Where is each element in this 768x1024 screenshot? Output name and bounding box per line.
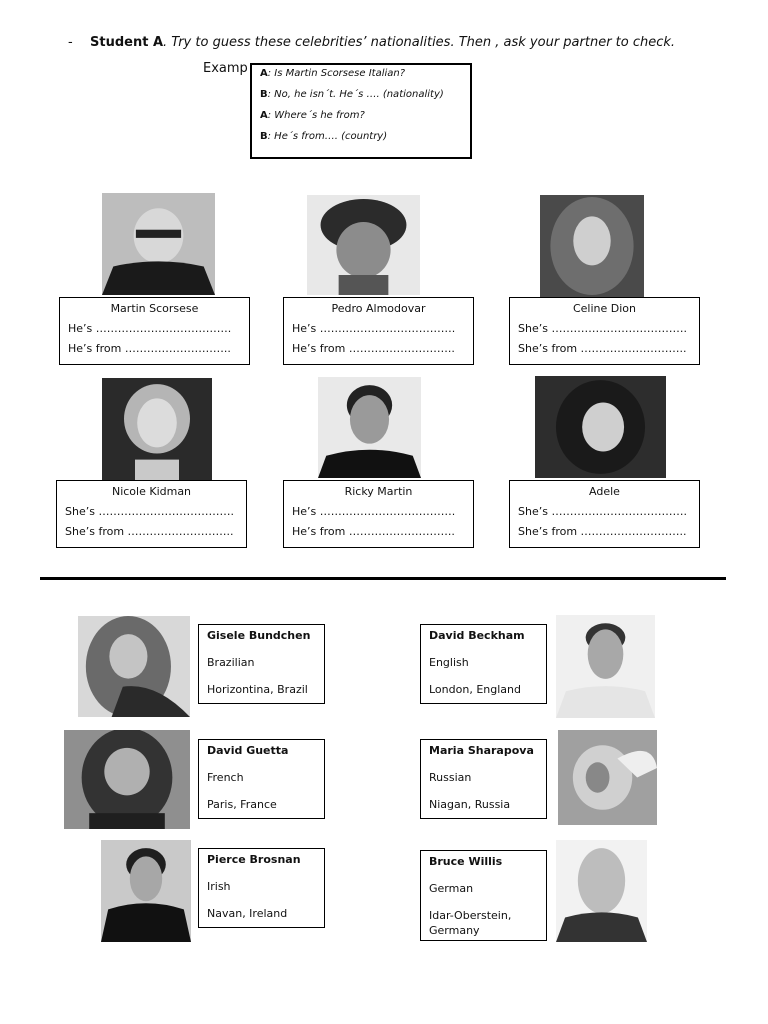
section-divider	[40, 577, 726, 580]
celebrity-name: Martin Scorsese	[110, 302, 199, 315]
celebrity-name: Nicole Kidman	[111, 485, 192, 498]
celebrity-name: Adele	[589, 485, 620, 498]
nationality-blank: She’s ……………………………….	[518, 322, 687, 335]
guess-card	[509, 297, 700, 365]
answer-card	[198, 624, 325, 704]
student-label: Student A	[90, 35, 164, 50]
origin: Navan, Ireland	[207, 907, 288, 920]
celebrity-name: Gisele Bundchen	[207, 629, 311, 642]
celebrity-name: Ricky Martin	[344, 485, 413, 498]
nationality-blank: She’s ……………………………….	[65, 505, 234, 518]
photo-david-guetta	[64, 730, 190, 829]
celebrity-name: Bruce Willis	[429, 855, 503, 868]
nationality: English	[429, 656, 469, 669]
nationality: Brazilian	[207, 656, 255, 669]
nationality-blank: He’s ……………………………….	[292, 505, 456, 518]
answer-card	[198, 848, 325, 928]
origin: London, England	[429, 683, 521, 696]
instruction-line	[68, 35, 675, 50]
photo-adele	[535, 376, 666, 478]
nationality-blank: He’s ……………………………….	[292, 322, 456, 335]
celebrity-name: David Guetta	[207, 744, 289, 757]
answer-card	[420, 850, 547, 941]
origin: Niagan, Russia	[429, 798, 511, 811]
nationality: Russian	[429, 771, 472, 784]
nationality: French	[207, 771, 244, 784]
celebrity-name: David Beckham	[429, 629, 525, 642]
example-dialog-box	[250, 63, 472, 159]
photo-bruce-willis	[556, 840, 647, 942]
origin-blank: She’s from ………………………..	[518, 525, 687, 538]
instruction-text: . Try to guess these celebrities’ nationalities. Then , ask your partner to check.	[163, 35, 676, 50]
origin: Horizontina, Brazil	[207, 683, 308, 696]
example-label: Examp	[203, 61, 248, 76]
bullet: -	[68, 35, 73, 50]
answer-card	[420, 624, 547, 704]
guess-card	[56, 480, 247, 548]
celebrity-name: Maria Sharapova	[429, 744, 534, 757]
photo-ricky-martin	[318, 377, 421, 478]
origin-blank: She’s from ………………………..	[518, 342, 687, 355]
origin: Idar-Oberstein, Germany	[429, 909, 512, 937]
dialog-line: A: Is Martin Scorsese Italian?	[260, 68, 406, 79]
origin-blank: He’s from ………………………..	[68, 342, 231, 355]
origin-blank: She’s from ………………………..	[65, 525, 234, 538]
answer-card	[198, 739, 325, 819]
nationality: German	[429, 882, 474, 895]
photo-maria-sharapova	[558, 730, 657, 825]
photo-celine-dion	[540, 195, 644, 297]
origin-blank: He’s from ………………………..	[292, 525, 455, 538]
guess-card	[283, 480, 474, 548]
guess-card	[283, 297, 474, 365]
photo-david-beckham	[556, 615, 655, 718]
photo-pedro-almodovar	[307, 195, 420, 295]
nationality-blank: She’s ……………………………….	[518, 505, 687, 518]
celebrity-name: Pedro Almodovar	[331, 302, 426, 315]
photo-nicole-kidman	[102, 378, 212, 480]
nationality: Irish	[207, 880, 231, 893]
dialog-line: B: No, he isn´t. He´s …. (nationality)	[260, 89, 444, 100]
celebrity-name: Pierce Brosnan	[207, 853, 301, 866]
photo-pierce-brosnan	[101, 840, 191, 942]
origin-blank: He’s from ………………………..	[292, 342, 455, 355]
dialog-line: A: Where´s he from?	[260, 110, 365, 121]
nationality-blank: He’s ……………………………….	[68, 322, 232, 335]
dialog-line: B: He´s from…. (country)	[260, 131, 388, 142]
answer-card	[420, 739, 547, 819]
photo-gisele-bundchen	[78, 616, 190, 717]
photo-martin-scorsese	[102, 193, 215, 295]
guess-card	[509, 480, 700, 548]
celebrity-name: Celine Dion	[572, 302, 637, 315]
guess-card	[59, 297, 250, 365]
origin: Paris, France	[207, 798, 277, 811]
